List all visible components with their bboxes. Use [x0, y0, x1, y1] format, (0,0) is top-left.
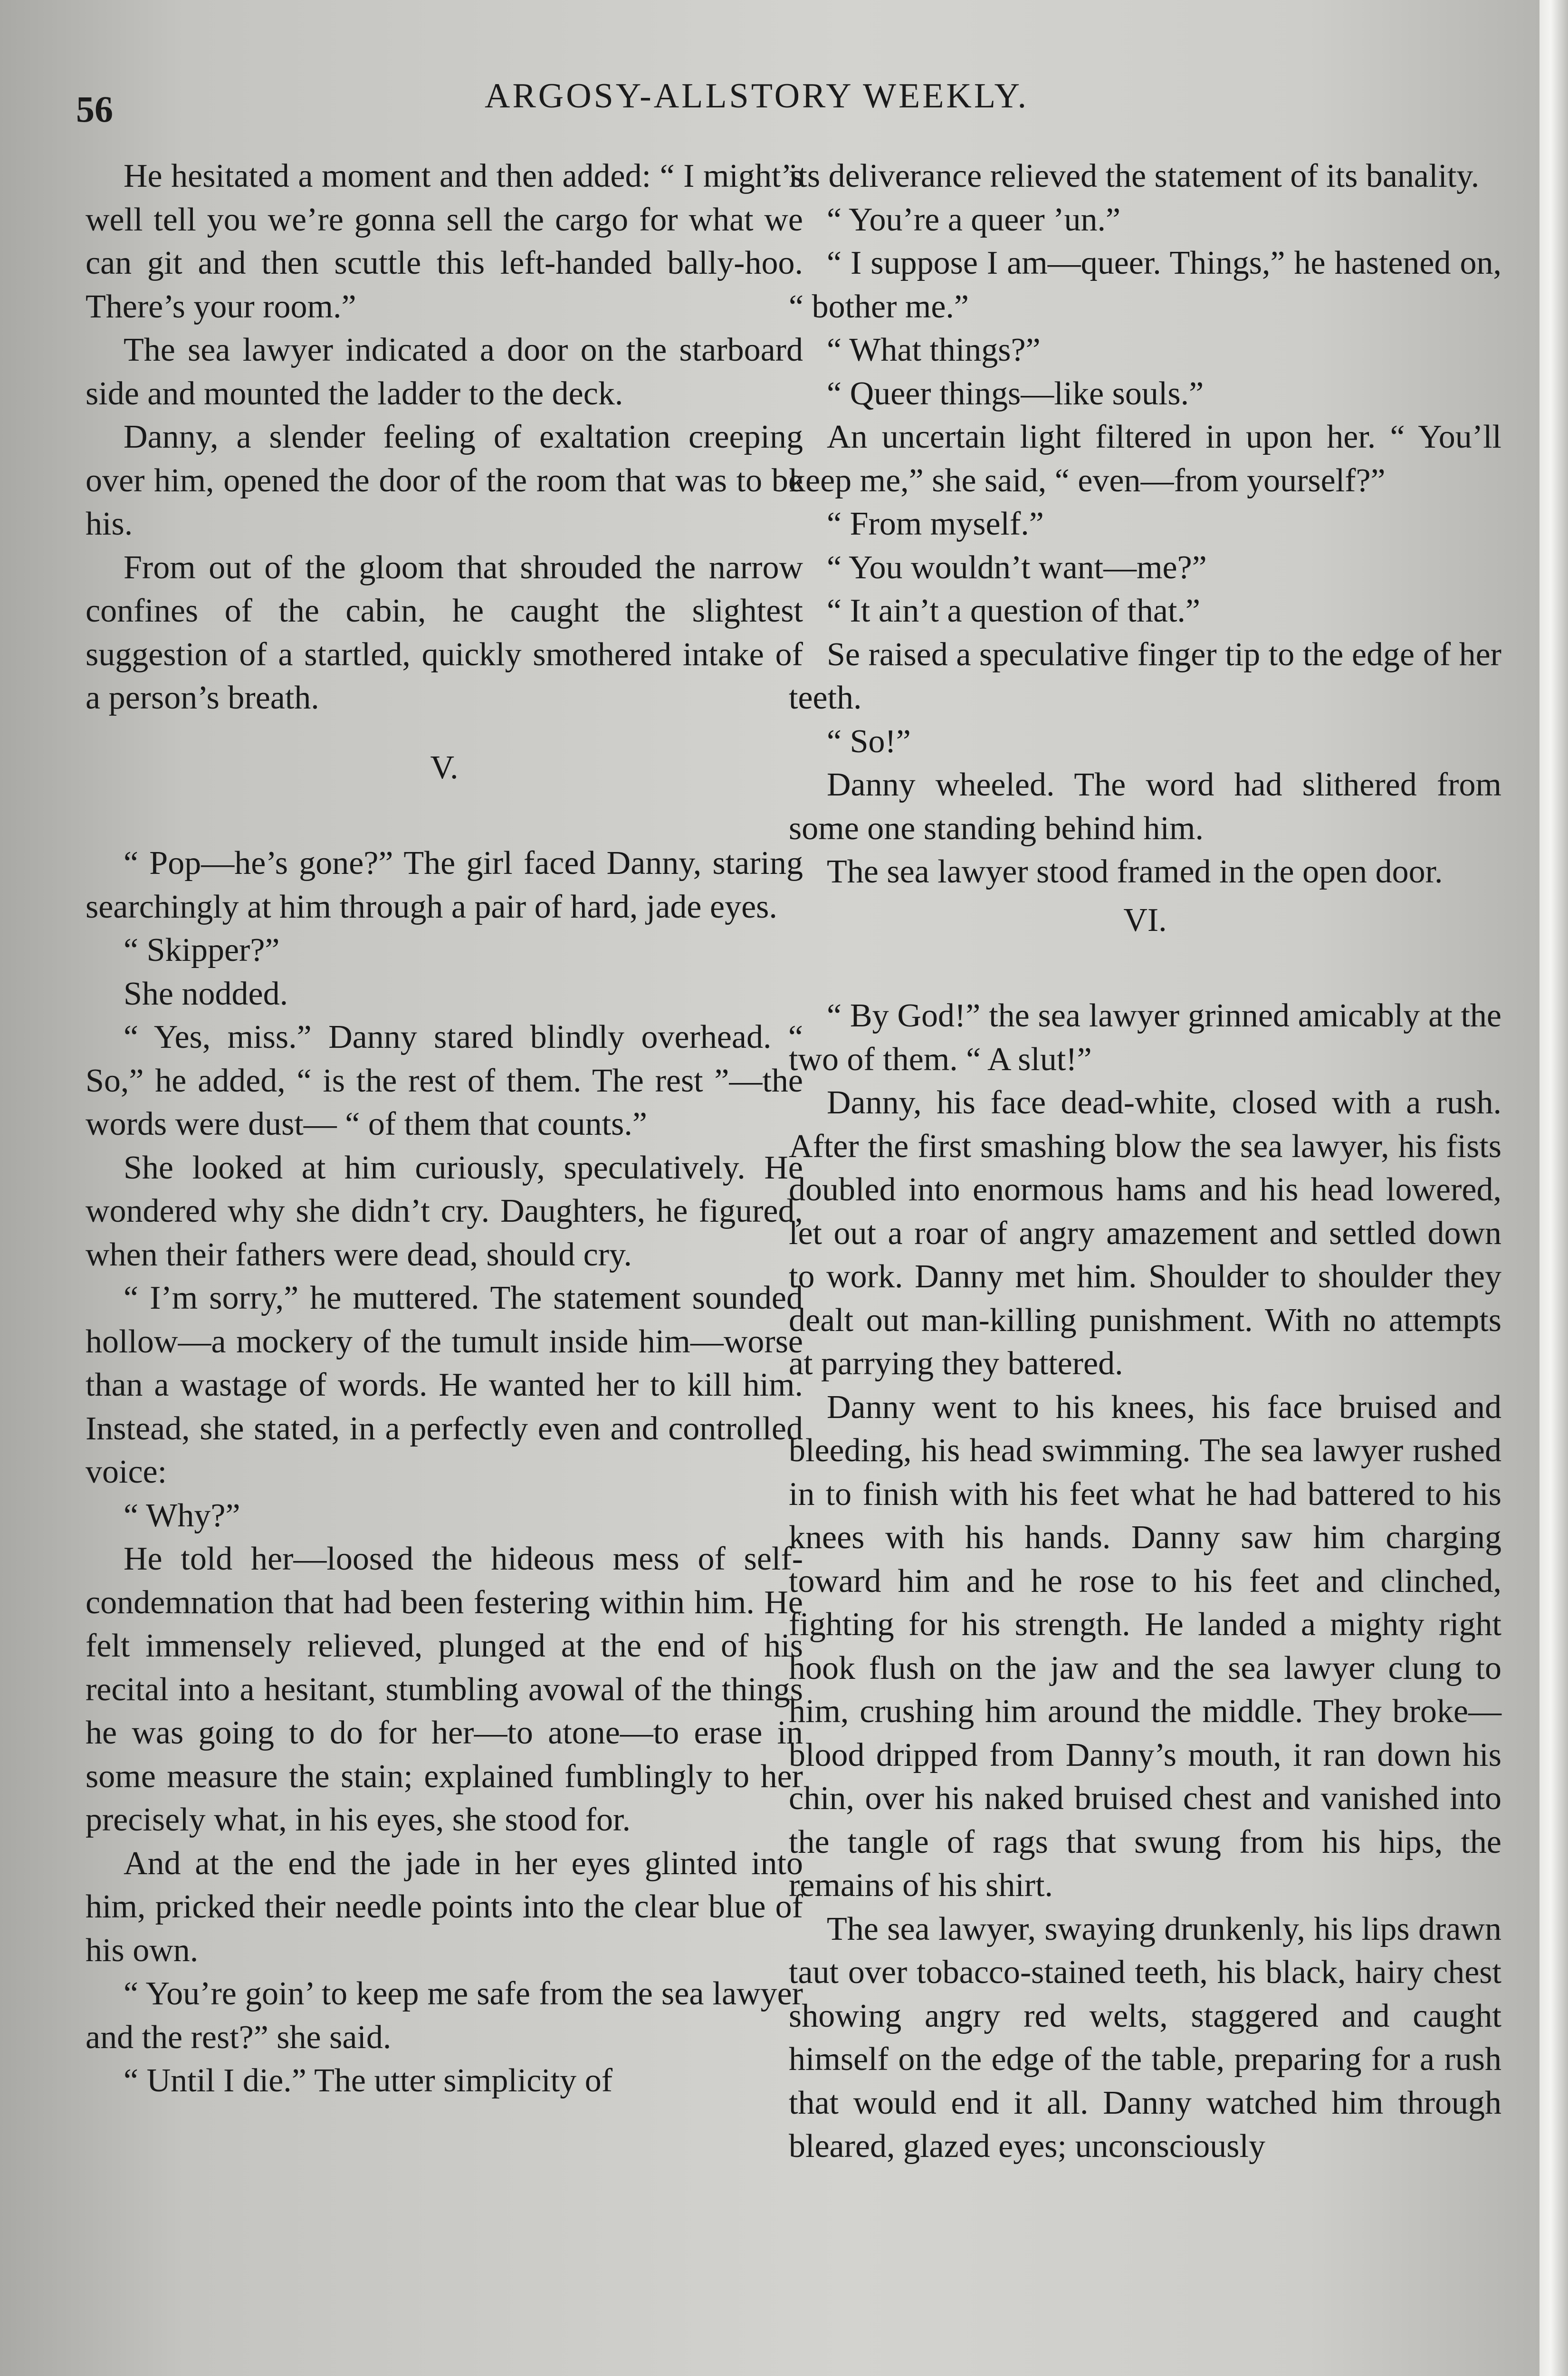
paragraph: “ Until I die.” The utter simplicity of	[124, 2062, 613, 2099]
page-number: 56	[76, 88, 113, 130]
paragraph: “ Pop—he’s gone?” The girl faced Danny, staring searchingly at him through a pair of hard, jade eyes.	[86, 845, 803, 925]
paragraph: Danny went to his knees, his face bruised and bleeding, his head swimming. The sea lawyer rushed in to finish with his feet what he had battered to his knees with his hands. Danny saw him charging toward him and he rose to his feet and clinched, fighting for his strength. He landed a mighty right hook flush on the jaw and the sea lawyer clung to him, crushing him around the middle. They broke—blood dripped from Danny’s mouth, it ran down his chin, over his naked bruised chest and vanished into the tangle of rags that swung from his hips, the remains of his shirt.	[789, 1389, 1501, 1904]
paragraph: “ Skipper?”	[124, 932, 280, 968]
paragraph: “ I suppose I am—queer. Things,” he hastened on, “ bother me.”	[789, 245, 1501, 325]
section-heading-vi: VI.	[1123, 901, 1167, 939]
paragraph: The sea lawyer stood framed in the open door.	[827, 853, 1443, 890]
paragraph: “ Yes, miss.” Danny stared blindly overhead. “ So,” he added, “ is the rest of them. The rest ”—the words were dust— “ of them that counts.”	[86, 1019, 803, 1142]
paragraph: She nodded.	[124, 975, 288, 1012]
paragraph: “ You wouldn’t want—me?”	[827, 549, 1207, 586]
paragraph: He told her—loosed the hideous mess of self-condemnation that had been festering within him. He felt immensely relieved, plunged at the end of his recital into a hesitant, stumbling avowal of the things he was going to do for her—to atone—to erase in some measure the stain; explained fumblingly to her precisely what, in his eyes, she stood for.	[86, 1541, 803, 1838]
page-edge	[1539, 0, 1568, 2376]
paragraph: “ So!”	[827, 723, 911, 760]
paragraph: And at the end the jade in her eyes glinted into him, pricked their needle points into the clear blue of his own.	[86, 1845, 803, 1969]
right-column	[789, 154, 1501, 2168]
left-column	[86, 154, 803, 2103]
paragraph: Danny wheeled. The word had slithered from some one standing behind him.	[789, 766, 1501, 847]
paragraph: “ From myself.”	[827, 506, 1044, 542]
paragraph: “ You’re a queer ’un.”	[827, 201, 1121, 238]
paragraph: Se raised a speculative finger tip to the edge of her teeth.	[789, 636, 1501, 716]
paragraph: “ It ain’t a question of that.”	[827, 593, 1200, 629]
paragraph: Danny, a slender feeling of exaltation creeping over him, opened the door of the room that was to be his.	[86, 419, 803, 542]
paragraph: “ What things?”	[827, 332, 1041, 368]
paragraph: She looked at him curiously, speculatively. He wondered why she didn’t cry. Daughters, he figured, when their fathers were dead, should cry.	[86, 1149, 803, 1273]
paragraph: “ Queer things—like souls.”	[827, 375, 1204, 412]
paragraph: Danny, his face dead-white, closed with a rush. After the first smashing blow the sea lawyer, his fists doubled into enormous hams and his head lowered, let out a roar of angry amazement and settled down to work. Danny met him. Shoulder to shoulder they dealt out man-killing punishment. With no attempts at parrying they battered.	[789, 1084, 1501, 1382]
running-head: ARGOSY-ALLSTORY WEEKLY.	[485, 77, 1029, 115]
paragraph: The sea lawyer indicated a door on the starboard side and mounted the ladder to the deck.	[86, 332, 803, 412]
paragraph-continued: its deliverance relieved the statement of its banality.	[789, 158, 1480, 194]
paragraph: An uncertain light filtered in upon her. “ You’ll keep me,” she said, “ even—from yourself?”	[789, 419, 1501, 499]
paragraph: “ I’m sorry,” he muttered. The statement sounded hollow—a mockery of the tumult inside him—worse than a wastage of words. He wanted her to kill him. Instead, she stated, in a perfectly even and controlled voice:	[86, 1280, 803, 1490]
paragraph: “ By God!” the sea lawyer grinned amicably at the two of them. “ A slut!”	[789, 997, 1501, 1078]
section-heading-v: V.	[430, 749, 459, 786]
paragraph: “ Why?”	[124, 1497, 240, 1534]
paragraph: He hesitated a moment and then added: “ I might’s well tell you we’re gonna sell the cargo for what we can git and then scuttle this left-handed bally-hoo. There’s your room.”	[86, 158, 803, 325]
paragraph: From out of the gloom that shrouded the narrow confines of the cabin, he caught the slightest suggestion of a startled, quickly smothered intake of a person’s breath.	[86, 549, 803, 716]
paragraph: The sea lawyer, swaying drunkenly, his lips drawn taut over tobacco-stained teeth, his black, hairy chest showing angry red welts, staggered and caught himself on the edge of the table, preparing for a rush that would end it all. Danny watched him through bleared, glazed eyes; unconsciously	[789, 1910, 1501, 2165]
paragraph: “ You’re goin’ to keep me safe from the sea lawyer and the rest?” she said.	[86, 1975, 803, 2056]
